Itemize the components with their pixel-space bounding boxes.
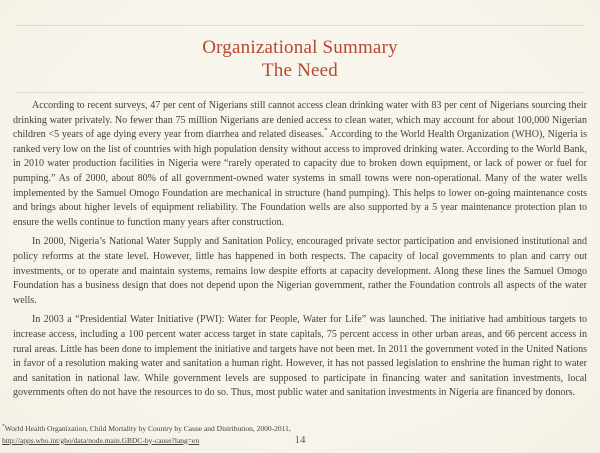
title-divider	[15, 92, 585, 93]
footnote-citation-text: World Health Organization, Child Mortality by Country by Cause and Distribution, 2000-2011,	[4, 424, 291, 433]
footnote-url-link[interactable]: http://apps.who.int/gho/data/node.main.GBDC-by-cause?lang=en	[2, 435, 200, 445]
paragraph-1-text: According to recent surveys, 47 per cent of Nigerians still cannot access clean drinking water with 83 per cent of Nigerians sourcing their drinking water privately. No fewer than 75 million Nigerians are denied access to clean water, which may account for about 100,000 Nigerian children <5 years of age dying every year from diarrhea and related diseases.	[13, 100, 587, 141]
paragraph-1	[13, 99, 587, 230]
top-divider	[15, 25, 585, 26]
body-text	[13, 99, 587, 406]
page-title	[0, 36, 600, 82]
paragraph-3: In 2003 a “Presidential Water Initiative (PWI): Water for People, Water for Life” was launched. The initiative had ambitious targets to increase access, including a 100 percent water access target in state capitals, 75 percent access in other urban areas, and 66 percent access in rural areas. Little has been done to implement the initiative and targets have not been met. In 2011 the government voted in the United Nations in favor of a resolution making water and sanitation a human right. However, it has not passed legislation to enshrine the human right to water and sanitation in national law. While government levels are supposed to participate in financing water and sanitation investments, local governments often do not have the resources to do so. Thus, most public water and sanitation investments in Nigeria are financed by donors.	[13, 314, 587, 399]
footnote-marker: *	[324, 126, 328, 135]
footnote-citation	[2, 423, 291, 435]
page-title-line-1: Organizational Summary	[202, 37, 398, 58]
page-title-line-2: The Need	[262, 60, 338, 81]
footnote-asterisk: *	[2, 423, 5, 430]
paragraph-2: In 2000, Nigeria’s National Water Supply and Sanitation Policy, encouraged private sector participation and envisioned institutional and policy reforms at the state level. However, little has happened in both respects. The capacity of local governments to plan and carry out investments, or to operate and maintain systems, remains low despite efforts at capacity development. Along these lines the Samuel Omogo Foundation has a business design that does not depend upon the Nigerian government, rather the Foundation controls all aspects of the water wells.	[13, 236, 587, 306]
paragraph-1-text-continued: According to the World Health Organization (WHO), Nigeria is ranked very low on the list of countries with high population density without access to improved drinking water. According to the World Bank, in 2010 water production facilities in Nigeria were “rarely operated to capacity due to broken down equipment, or lack of power or fuel for pumping.” As of 2000, about 80% of all government-owned water systems in small towns were non-operational. Many of the water wells implemented by the Samuel Omogo Foundation are mechanical in structure (hand pumping). This helps to lower on-going maintenance costs and brings about higher levels of equipment reliability. The Foundation wells are also supported by a 5 year maintenance protection plan to ensure the wells continue to function many years after construction.	[13, 129, 587, 228]
page-number: 14	[294, 434, 306, 446]
